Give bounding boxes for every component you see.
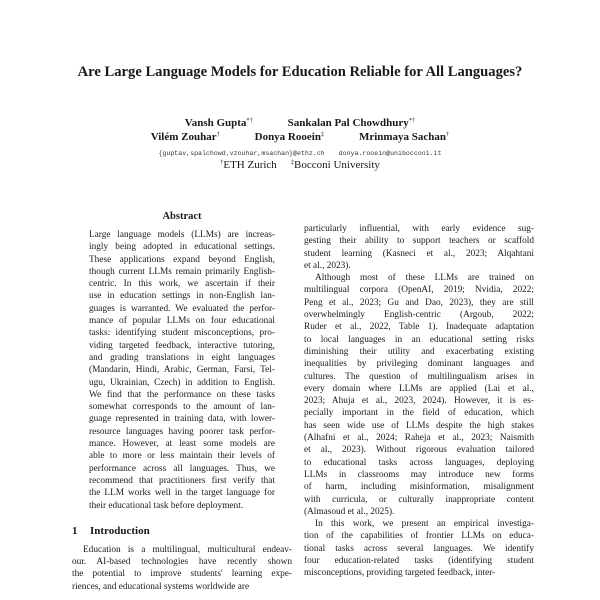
text-line: ingly being adopted in educational settings. bbox=[89, 242, 275, 253]
text-line: of harm, including misinformation, misalignment bbox=[304, 482, 534, 493]
text-line: has seen wide use of LLMs despite the high stakes bbox=[304, 420, 534, 431]
author-name: Mrinmaya Sachan bbox=[358, 131, 447, 143]
text-line: to local languages in an educational setting risks bbox=[304, 334, 534, 345]
text-line: LLMs in classrooms may introduce new forms bbox=[304, 469, 534, 480]
email-ethz: {guptav,spalchowd,vzouhar,msachan}@ethz.ch bbox=[158, 150, 325, 157]
text-line: (Mandarin, Hindi, Arabic, German, Farsi, Tel- bbox=[89, 365, 275, 376]
text-line: resource languages having poorer task perfor- bbox=[89, 426, 275, 437]
author-block bbox=[0, 116, 600, 144]
author-vilem-zouhar bbox=[151, 131, 220, 143]
text-line: with curricula, or culturally inappropriate content bbox=[304, 494, 534, 505]
text-line: et al., 2023). bbox=[304, 260, 351, 271]
text-line: able to more or less maintain their levels of bbox=[89, 451, 275, 462]
author-donya-rooein bbox=[255, 131, 325, 143]
text-line: mance of popular LLMs on four educational bbox=[89, 316, 275, 327]
affiliation-mark: ‡ bbox=[290, 159, 295, 166]
text-line: mance. However, at least some models are bbox=[89, 439, 275, 450]
text-line: our. AI-based technologies have recently shown bbox=[72, 557, 292, 568]
text-line: (Alhafni et al., 2024; Raheja et al., 2023; Naismith bbox=[304, 433, 534, 444]
author-mrinmaya-sachan bbox=[359, 131, 449, 143]
text-line: multilingual corpora (OpenAI, 2019; Nvidia, 2022; bbox=[304, 285, 534, 296]
section-number: 1 bbox=[72, 524, 78, 537]
text-line: overwhelmingly English-centric (Argoub, 2022; bbox=[304, 310, 534, 321]
text-line: Ruder et al., 2022, Table 1). Inadequate adaptation bbox=[304, 322, 534, 333]
text-line: riences, and educational systems worldwide are bbox=[72, 581, 250, 592]
text-line: Peng et al., 2023; Gu and Dao, 2023), they are still bbox=[304, 297, 534, 308]
text-line: use in education settings in non-English lan- bbox=[89, 291, 275, 302]
text-line: tional tasks across several languages. We identify bbox=[304, 543, 534, 554]
text-line: student learning (Kasneci et al., 2023; Alqahtani bbox=[304, 248, 534, 259]
text-line: tasks: identifying student misconceptions, pro- bbox=[89, 328, 275, 339]
text-line: et al., 2023). Without rigorous evaluation tailored bbox=[304, 445, 534, 456]
text-line: In this work, we present an empirical investiga- bbox=[315, 519, 534, 530]
introduction-paragraph bbox=[304, 223, 534, 272]
affiliation-name: Bocconi University bbox=[294, 159, 380, 171]
abstract-heading: Abstract bbox=[162, 211, 202, 222]
left-column bbox=[72, 210, 292, 593]
paper-title: Are Large Language Models for Education Reliable for All Languages? bbox=[77, 64, 523, 80]
text-line: These applications expand beyond English, bbox=[89, 254, 275, 265]
text-line: gesting their ability to support teachers or scaffold bbox=[304, 236, 534, 247]
author-sankalan-pal-chowdhury bbox=[288, 117, 416, 129]
text-line: Although most of these LLMs are trained on bbox=[315, 273, 534, 284]
text-line: four education-related tasks (identifying student bbox=[304, 556, 534, 567]
affiliation-eth bbox=[220, 159, 277, 171]
email-bocconi: donya.rooein@unibocconi.it bbox=[338, 150, 442, 157]
text-line: We find that the performance on these tasks bbox=[89, 389, 275, 400]
author-name: Vansh Gupta bbox=[184, 117, 247, 129]
author-name: Vilém Zouhar bbox=[150, 131, 217, 143]
text-line: pecially important in the field of education, which bbox=[304, 408, 534, 419]
section-title: Introduction bbox=[90, 524, 150, 537]
text-line: the potential to improve students' learning expe- bbox=[72, 569, 292, 580]
text-line: every domain where LLMs are applied (Lai et al., bbox=[304, 383, 534, 394]
text-line: cultures. The question of multilingualism arises in bbox=[304, 371, 534, 382]
abstract-body bbox=[89, 229, 275, 512]
text-line: ugu, Ukrainian, Czech) in addition to English. bbox=[89, 377, 275, 388]
author-name: Sankalan Pal Chowdhury bbox=[287, 117, 409, 129]
right-column bbox=[304, 223, 534, 580]
text-line: to educational tasks across languages, deploying bbox=[304, 457, 534, 468]
affiliation-mark: † bbox=[216, 131, 220, 138]
affiliation-mark: *† bbox=[408, 117, 416, 124]
affiliation-mark: † bbox=[446, 131, 450, 138]
affiliation-mark: *† bbox=[246, 117, 253, 124]
author-row-2 bbox=[0, 130, 600, 144]
text-line: inequalities by privileging dominant languages and bbox=[304, 359, 534, 370]
text-line: (Almasoud et al., 2025). bbox=[304, 506, 395, 517]
introduction-paragraph bbox=[304, 272, 534, 518]
text-line: though current LLMs remain primarily English- bbox=[89, 266, 275, 277]
text-line: centric. In this work, we ascertain if their bbox=[89, 279, 275, 290]
text-line: somewhat corresponds to the amount of lan- bbox=[89, 402, 275, 413]
affiliation-name: ETH Zurich bbox=[223, 159, 277, 171]
text-line: tion of the capabilities of frontier LLMs on educa- bbox=[304, 531, 534, 542]
text-line: guages is warranted. We evaluated the perfor- bbox=[89, 303, 275, 314]
text-line: and grading translations in eight languages bbox=[89, 352, 275, 363]
author-emails bbox=[0, 150, 600, 157]
text-line: diminishing their utility and exacerbating existing bbox=[304, 346, 534, 357]
text-line: performance across all languages. Thus, we bbox=[89, 463, 275, 474]
text-line: Large language models (LLMs) are increas- bbox=[89, 230, 275, 240]
affiliation-bocconi bbox=[291, 159, 380, 171]
affiliations bbox=[0, 159, 600, 171]
section-heading-introduction bbox=[72, 524, 292, 538]
text-line: the LLM works well in the target language for bbox=[89, 488, 275, 499]
author-row-1 bbox=[0, 116, 600, 130]
text-line: Education is a multilingual, multicultural endeav- bbox=[83, 544, 292, 555]
author-name: Donya Rooein bbox=[254, 131, 321, 143]
text-line: recommend that practitioners first verify that bbox=[89, 475, 275, 486]
text-line: their educational task before deployment. bbox=[89, 500, 244, 511]
introduction-paragraph bbox=[304, 518, 534, 579]
author-vansh-gupta bbox=[185, 117, 253, 129]
text-line: misconceptions, providing targeted feedback, inter- bbox=[304, 568, 496, 579]
introduction-paragraph-1 bbox=[72, 544, 292, 593]
affiliation-mark: ‡ bbox=[320, 131, 325, 138]
text-line: guage represented in training data, with lower- bbox=[89, 414, 275, 425]
text-line: 2023; Ahuja et al., 2023, 2024). However, it is es- bbox=[304, 396, 534, 407]
text-line: particularly influential, with early evidence sug- bbox=[304, 224, 534, 234]
text-line: viding targeted feedback, interactive tutoring, bbox=[89, 340, 275, 351]
affiliation-mark: † bbox=[220, 159, 224, 166]
